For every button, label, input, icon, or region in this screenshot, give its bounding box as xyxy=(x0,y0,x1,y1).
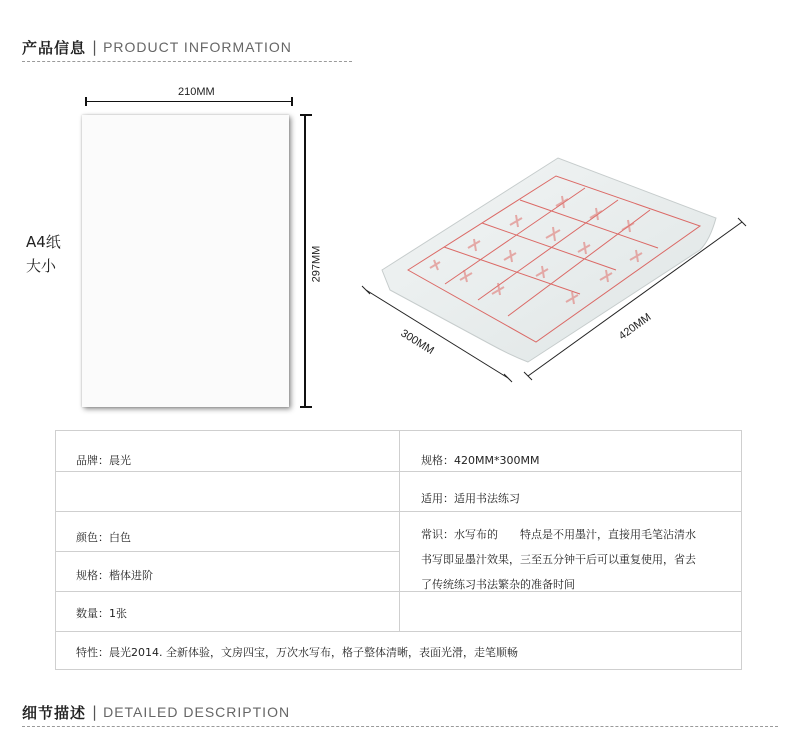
spec-style: 规格：楷体进阶 xyxy=(76,569,153,582)
section-title-en: DETAILED DESCRIPTION xyxy=(103,704,291,720)
spec-knowledge: 常识：水写布的 特点是不用墨汁，直接用毛笔沾清水书写即显墨汁效果，三至五分钟干后可以重复使用，省去了传统练习书法繁杂的准备时间 xyxy=(421,528,696,591)
spec-color: 颜色：白色 xyxy=(76,531,131,544)
cloth-width-label: 300MM xyxy=(398,327,436,357)
spec-quantity: 数量：1张 xyxy=(76,607,127,620)
section-separator: | xyxy=(92,703,98,721)
section-divider xyxy=(22,61,352,62)
section-title-zh: 细节描述 xyxy=(22,703,87,722)
a4-caption-line2: 大小 xyxy=(26,257,57,275)
section-header-product-info xyxy=(22,32,292,62)
spec-table xyxy=(55,430,742,670)
section-divider xyxy=(22,726,778,727)
spec-features: 特性：晨光2014. 全新体验，文房四宝，万次水写布，格子整体清晰，表面光滑，走笔顺畅 xyxy=(76,646,518,659)
a4-caption xyxy=(26,230,61,278)
spec-usage: 适用：适用书法练习 xyxy=(421,492,520,505)
a4-paper-sheet xyxy=(82,115,289,407)
water-writing-cloth-illustration xyxy=(360,130,760,390)
a4-height-dimension-line xyxy=(304,114,306,408)
section-title-en: PRODUCT INFORMATION xyxy=(103,39,292,55)
a4-height-label: 297MM xyxy=(310,245,323,283)
section-title-zh: 产品信息 xyxy=(22,38,87,57)
a4-caption-line1: A4纸 xyxy=(26,233,61,251)
a4-width-label: 210MM xyxy=(178,86,215,98)
cloth-svg xyxy=(360,130,760,390)
section-header-detailed-description xyxy=(22,697,290,727)
a4-width-dimension-line xyxy=(86,101,292,102)
cloth-length-label: 420MM xyxy=(616,311,654,343)
spec-size: 规格：420MM*300MM xyxy=(421,454,540,467)
spec-brand: 品牌：晨光 xyxy=(76,454,131,467)
section-separator: | xyxy=(92,38,98,56)
